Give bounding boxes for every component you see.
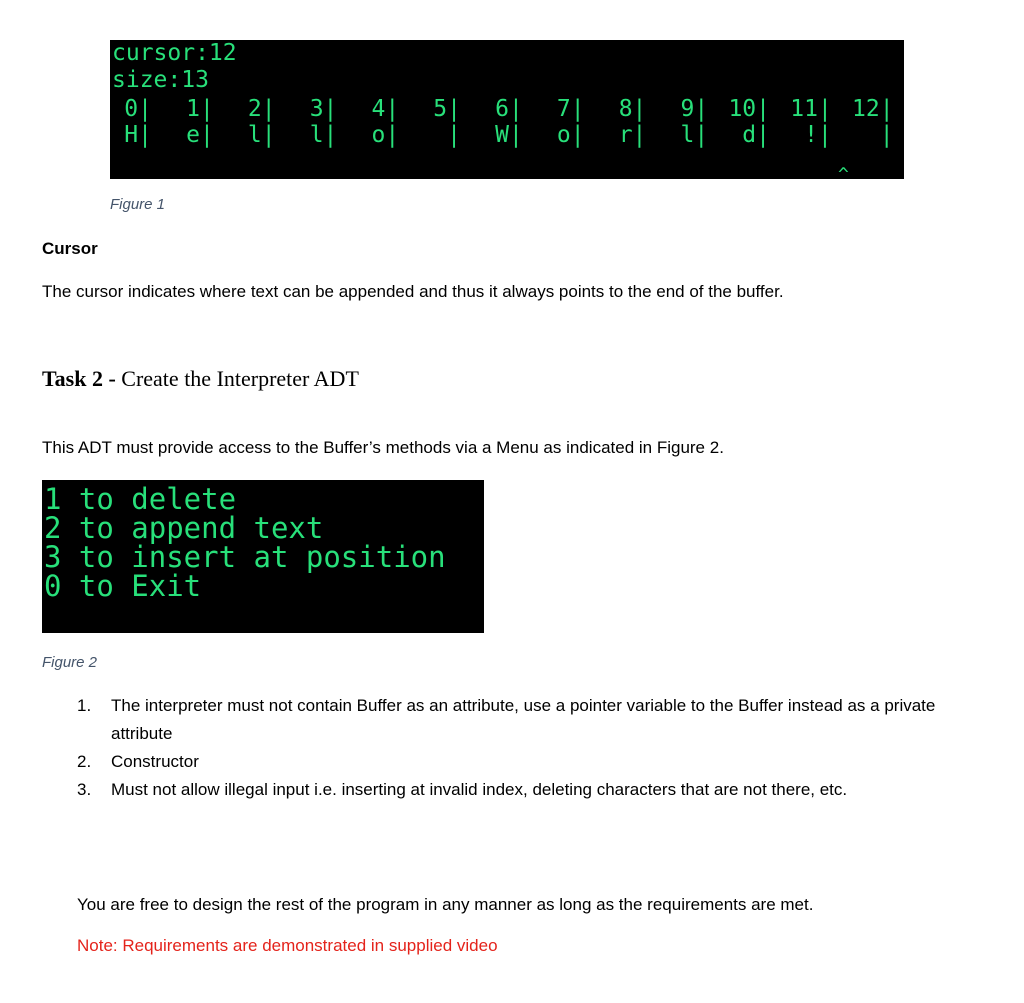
index-cell: 0| [124, 96, 152, 122]
char-cell: W| [495, 122, 523, 148]
intro-text: This ADT must provide access to the Buffer’s methods via a Menu as indicated in Figure 2. [42, 438, 724, 457]
index-cell: 12| [852, 96, 894, 122]
index-cell: 4| [371, 96, 400, 122]
note-text: Note: Requirements are demonstrated in supplied video [77, 936, 498, 955]
index-cell: 5| [433, 96, 461, 122]
task-number: Task 2 - [42, 366, 116, 391]
index-cell: 3| [309, 96, 338, 122]
char-cell: l| [247, 122, 276, 148]
cursor-description: The cursor indicates where text can be appended and thus it always points to the end of the buffer. [42, 282, 784, 301]
list-number: 1. [77, 696, 92, 715]
index-cell: 6| [495, 96, 523, 122]
index-cell: 8| [618, 96, 647, 122]
cursor-marker: ^ [838, 164, 849, 185]
char-cell: H| [124, 122, 152, 148]
cursor-line: cursor:12 [112, 40, 237, 66]
list-text: Must not allow illegal input i.e. inserting at invalid index, deleting characters that are not there, etc. [111, 780, 848, 799]
char-cell: l| [309, 122, 338, 148]
char-cell: | [433, 122, 461, 148]
figure1-terminal [110, 40, 904, 185]
index-cell: 9| [680, 96, 709, 122]
char-cell: o| [556, 122, 585, 148]
figure2-caption: Figure 2 [42, 654, 98, 671]
char-cell: d| [742, 122, 770, 148]
index-cell: 1| [186, 96, 214, 122]
cursor-heading: Cursor [42, 239, 98, 258]
task-title: Create the Interpreter ADT [115, 366, 359, 391]
task-heading [42, 366, 359, 392]
char-cell: o| [371, 122, 400, 148]
list-number: 2. [77, 752, 92, 771]
list-text: The interpreter must not contain Buffer as an attribute, use a pointer variable to the Buffer instead as a private attribute [111, 696, 936, 743]
closing-text: You are free to design the rest of the program in any manner as long as the requirements are met. [77, 895, 814, 914]
index-cell: 10| [728, 96, 770, 122]
menu-item-insert: 3 to insert at position [44, 540, 446, 574]
figure1-caption: Figure 1 [110, 196, 166, 213]
size-line: size:13 [112, 67, 209, 93]
char-cell: l| [680, 122, 709, 148]
menu-item-append: 2 to append text [44, 511, 324, 545]
char-cell: e| [186, 122, 214, 148]
index-cell: 7| [556, 96, 585, 122]
index-cell: 2| [247, 96, 276, 122]
index-cell: 11| [790, 96, 832, 122]
figure2-terminal [42, 480, 484, 633]
char-cell: | [879, 122, 894, 148]
menu-item-exit: 0 to Exit [44, 569, 202, 603]
menu-item-delete: 1 to delete [44, 482, 237, 516]
char-cell: !| [804, 122, 832, 148]
list-text: Constructor [111, 752, 199, 771]
list-number: 3. [77, 780, 92, 799]
char-cell: r| [618, 122, 647, 148]
